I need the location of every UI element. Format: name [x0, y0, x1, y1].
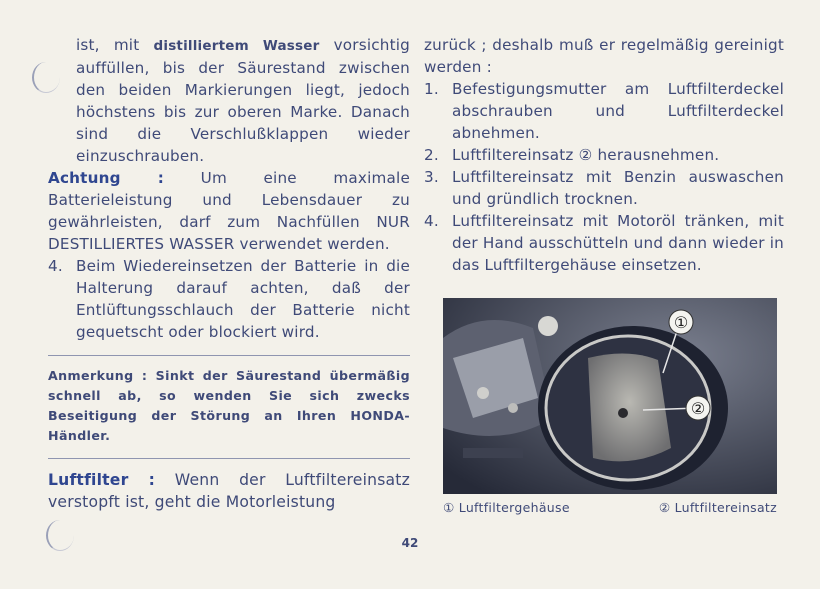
note-label: Anmerkung :	[48, 368, 148, 383]
caption-air-filter-element: ② Luftfiltereinsatz	[658, 500, 777, 515]
achtung-text: Um eine maximale Batterieleistung und Lebensdauer zu gewährleisten, darf zum Nachfüllen NUR DESTILLIERTES WASSER verwendet werden.	[48, 169, 410, 253]
list-item-text: Luftfiltereinsatz mit Motoröl tränken, mit der Hand ausschütteln und dann wieder in das Luftfiltergehäuse einsetzen.	[452, 212, 784, 274]
photo-caption	[443, 500, 777, 515]
luftfilter-paragraph	[48, 469, 410, 513]
list-item-text: Beim Wiedereinsetzen der Batterie in die Halterung darauf achten, daß der Entlüftungsschlauch der Batterie nicht gequetscht oder blockiert wird.	[76, 257, 410, 341]
list-item	[424, 166, 784, 210]
page-number: 42	[401, 536, 419, 550]
achtung-label: Achtung :	[48, 169, 165, 187]
list-item-number: 1.	[424, 80, 439, 98]
list-item	[424, 210, 784, 276]
photo-callout-2: ②	[690, 399, 706, 418]
list-item-number: 4.	[424, 212, 439, 230]
achtung-paragraph	[48, 167, 410, 255]
distilled-water-term: distilliertem Wasser	[153, 38, 320, 54]
list-item-number: 3.	[424, 168, 439, 186]
note-paragraph	[48, 366, 410, 446]
refill-text-rest: vorsichtig auffüllen, bis der Säurestand zwischen den beiden Markierungen liegt, jedoch höchstens bis zur oberen Marke. Danach sind die Verschlußklappen wieder einzuschrauben.	[76, 36, 411, 165]
list-item-text: Befestigungsmutter am Luftfilterdeckel abschrauben und Luftfilterdeckel abnehmen.	[452, 80, 784, 142]
note-text: Sinkt der Säurestand übermäßig schnell ab, so wenden Sie sich zwecks Beseitigung der Störung an Ihren HONDA-Händler.	[48, 368, 410, 443]
luftfilter-label: Luftfilter :	[48, 471, 156, 489]
divider-bottom	[48, 458, 410, 459]
divider-top	[48, 355, 410, 356]
luftfilter-text: Wenn der Luftfiltereinsatz verstopft ist, geht die Motorleistung	[48, 471, 410, 511]
list-item-number: 4.	[48, 257, 63, 275]
list-item-text: Luftfiltereinsatz ② herausnehmen.	[452, 146, 720, 164]
refill-text-start: ist, mit	[76, 36, 140, 54]
air-filter-photo	[443, 298, 777, 494]
air-filter-illustration	[443, 298, 777, 494]
photo-callout-1: ①	[673, 313, 689, 332]
caption-air-filter-housing: ① Luftfiltergehäuse	[443, 500, 570, 515]
refill-paragraph	[48, 34, 410, 167]
list-item	[424, 144, 784, 166]
list-item-number: 2.	[424, 146, 439, 164]
left-column	[48, 34, 410, 513]
cleaning-intro: zurück ; deshalb muß er regelmäßig gereinigt werden :	[424, 36, 784, 76]
list-item-text: Luftfiltereinsatz mit Benzin auswaschen und gründlich trocknen.	[452, 168, 784, 208]
list-item	[48, 255, 410, 343]
list-item	[424, 78, 784, 144]
right-column	[424, 34, 784, 276]
